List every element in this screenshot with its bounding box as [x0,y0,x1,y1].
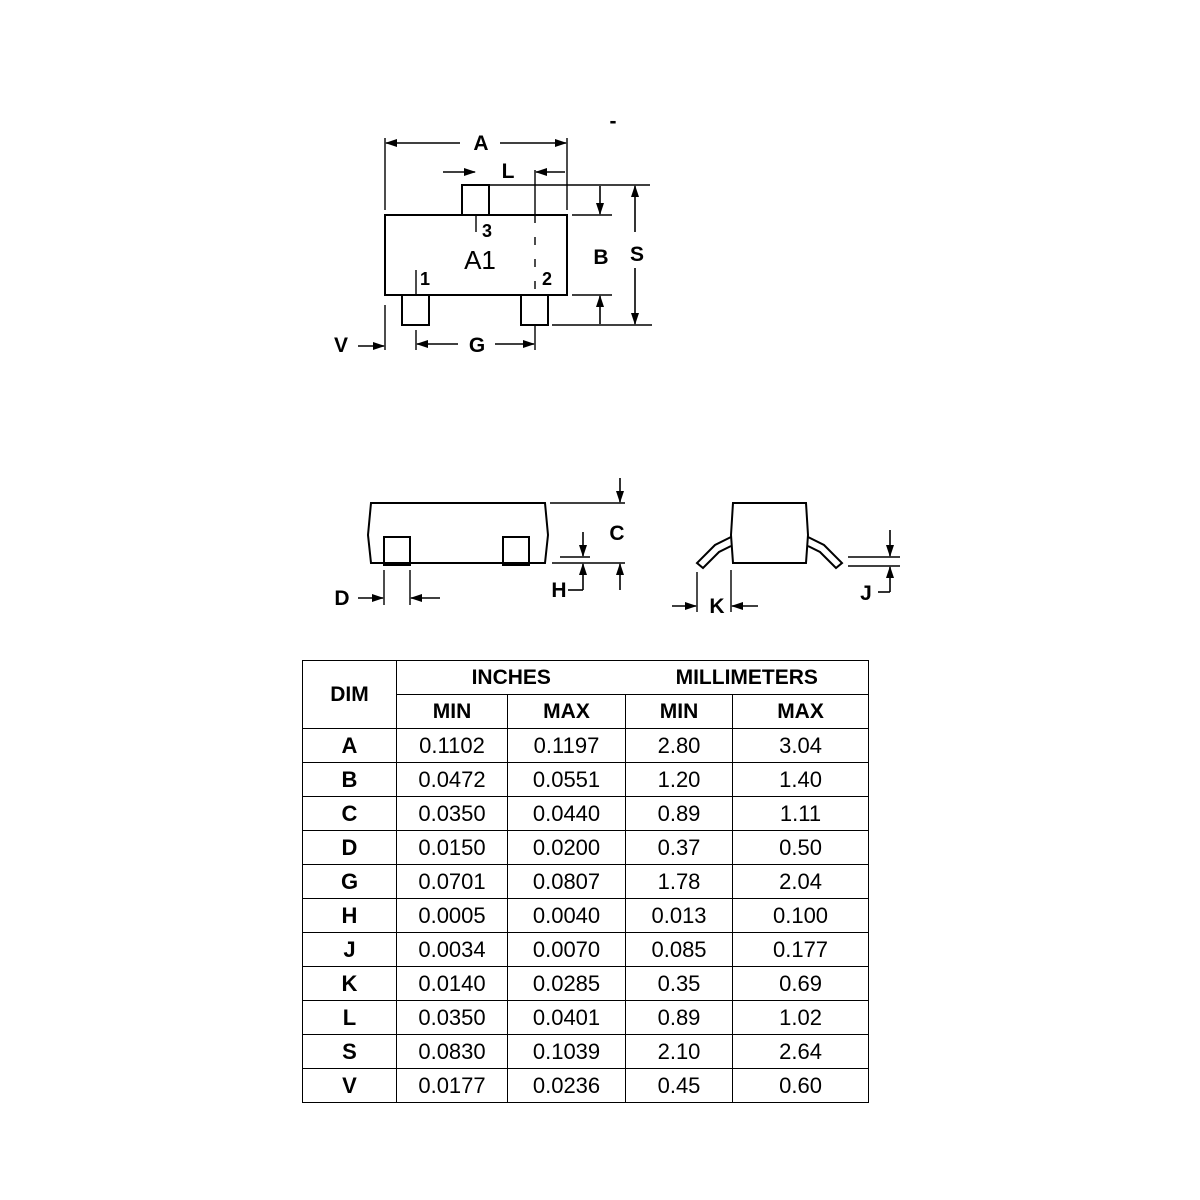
table-row [303,831,869,865]
mm-min-cell: 0.013 [626,899,733,933]
mm-max-cell: 0.177 [733,933,869,967]
mm-min-cell: 0.45 [626,1069,733,1103]
table-row [303,763,869,797]
top-view-dimension-arrows [358,143,635,346]
side-view [368,503,625,605]
pin-2-label: 2 [541,269,553,289]
mm-min-cell: 2.10 [626,1035,733,1069]
mm-max-cell: 0.69 [733,967,869,1001]
dim-cell: H [303,899,397,933]
inches-max-cell: 0.0040 [508,899,626,933]
dim-label-l: L [501,160,515,183]
inches-min-cell: 0.0005 [397,899,508,933]
table-row [303,899,869,933]
dim-cell: K [303,967,397,1001]
inches-min-cell: 0.0150 [397,831,508,865]
table-row [303,797,869,831]
mm-max-cell: 0.60 [733,1069,869,1103]
mm-max-cell: 0.50 [733,831,869,865]
mm-min-cell: 2.80 [626,729,733,763]
inches-min-cell: 0.0177 [397,1069,508,1103]
inches-min-cell: 0.0034 [397,933,508,967]
dim-label-s: S [629,243,645,266]
millimeters-header: MILLIMETERS [626,661,869,695]
mm-min-cell: 0.89 [626,797,733,831]
dim-label-j: J [860,582,872,605]
inches-min-cell: 0.0140 [397,967,508,1001]
inches-max-cell: 0.1197 [508,729,626,763]
inches-max-cell: 0.1039 [508,1035,626,1069]
pin-3-label: 3 [481,221,493,241]
dim-cell: D [303,831,397,865]
inches-max-cell: 0.0200 [508,831,626,865]
dim-label-d: D [334,587,350,610]
dim-cell: L [303,1001,397,1035]
dim-label-k: K [709,595,725,618]
mm-max-header: MAX [733,695,869,729]
inches-min-cell: 0.0350 [397,797,508,831]
inches-min-cell: 0.0830 [397,1035,508,1069]
side-lead-right [503,537,529,565]
table-row [303,967,869,1001]
mm-max-cell: 2.04 [733,865,869,899]
inches-min-cell: 0.0350 [397,1001,508,1035]
table-row [303,729,869,763]
dim-label-v: V [333,334,349,357]
end-view-dimension-arrows [672,530,890,606]
inches-max-header: MAX [508,695,626,729]
pin-2-lead [521,295,548,325]
mm-max-cell: 1.40 [733,763,869,797]
table-header-row [303,661,869,695]
table-row [303,1035,869,1069]
mm-min-cell: 0.085 [626,933,733,967]
mm-min-cell: 0.89 [626,1001,733,1035]
dim-cell: C [303,797,397,831]
package-body-end [731,503,808,563]
dim-label-g: G [468,334,486,357]
inches-min-cell: 0.0701 [397,865,508,899]
package-body-side [368,503,548,563]
mm-min-cell: 1.78 [626,865,733,899]
table-row [303,933,869,967]
dim-cell: V [303,1069,397,1103]
inches-max-cell: 0.0285 [508,967,626,1001]
table-row [303,1001,869,1035]
side-lead-left [384,537,410,565]
dim-cell: J [303,933,397,967]
mm-max-cell: 0.100 [733,899,869,933]
dim-label-c: C [609,522,625,545]
dash-mark: - [609,110,617,133]
dim-header: DIM [303,661,397,729]
mm-max-cell: 1.02 [733,1001,869,1035]
table-row [303,1069,869,1103]
inches-max-cell: 0.0401 [508,1001,626,1035]
mm-min-cell: 0.35 [626,967,733,1001]
dim-cell: G [303,865,397,899]
inches-max-cell: 0.0807 [508,865,626,899]
mm-max-cell: 3.04 [733,729,869,763]
pin-1-label: 1 [419,269,431,289]
mm-max-cell: 1.11 [733,797,869,831]
dim-label-b: B [593,246,609,269]
pin-1-lead [402,295,429,325]
dim-label-a: A [473,132,489,155]
dim-cell: B [303,763,397,797]
inches-max-cell: 0.0070 [508,933,626,967]
pin-3-lead [462,185,489,215]
end-lead-right [808,537,842,568]
device-marking: A1 [464,245,496,275]
mm-min-header: MIN [626,695,733,729]
mm-max-cell: 2.64 [733,1035,869,1069]
table-row [303,865,869,899]
inches-min-header: MIN [397,695,508,729]
top-view [385,138,652,350]
inches-max-cell: 0.0440 [508,797,626,831]
end-lead-left [697,537,731,568]
mm-min-cell: 1.20 [626,763,733,797]
inches-header: INCHES [397,661,626,695]
mm-min-cell: 0.37 [626,831,733,865]
inches-min-cell: 0.1102 [397,729,508,763]
inches-max-cell: 0.0551 [508,763,626,797]
dim-label-h: H [551,579,567,602]
dim-cell: A [303,729,397,763]
dimension-table [302,660,869,1103]
inches-max-cell: 0.0236 [508,1069,626,1103]
dim-cell: S [303,1035,397,1069]
inches-min-cell: 0.0472 [397,763,508,797]
dimension-rows [303,729,869,1103]
